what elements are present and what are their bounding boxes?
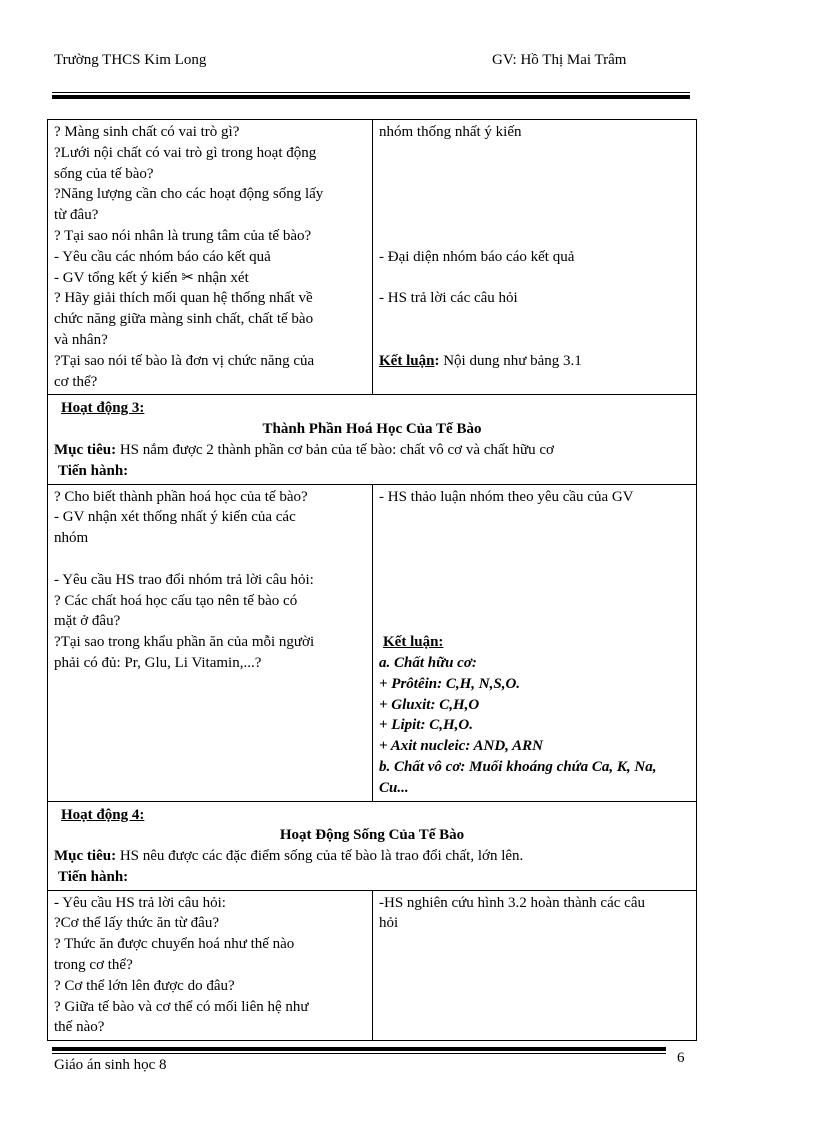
activity3-teacher-cell bbox=[48, 484, 373, 801]
activity4-procedure: Tiến hành: bbox=[58, 868, 129, 885]
text-line: ?Tại sao trong khẩu phần ăn của mỗi người bbox=[54, 634, 315, 651]
conclusion-item: a. Chất hữu cơ: bbox=[379, 654, 477, 671]
conclusion-item: + Lipit: C,H,O. bbox=[379, 717, 473, 734]
page-number: 6 bbox=[677, 1050, 685, 1066]
text-line: - Đại diện nhóm báo cáo kết quả bbox=[379, 248, 575, 265]
activity4-objective bbox=[54, 846, 690, 867]
text-line: - Yêu cầu HS trả lời câu hỏi: bbox=[54, 894, 226, 911]
conclusion-item: + Axit nucleic: AND, ARN bbox=[379, 738, 543, 755]
activity4-header-cell bbox=[48, 801, 697, 890]
text-line: ? Tại sao nói nhân là trung tâm của tế bào? bbox=[54, 227, 312, 244]
section1-student-cell bbox=[373, 120, 697, 395]
text-line: ? Màng sinh chất có vai trò gì? bbox=[54, 124, 240, 140]
text-line: ? Giữa tế bào và cơ thể có mối liên hệ như bbox=[54, 998, 309, 1015]
activity4-title: Hoạt Động Sống Của Tế Bào bbox=[279, 827, 465, 844]
activity3-procedure: Tiến hành: bbox=[58, 462, 129, 479]
activity3-header-row bbox=[48, 395, 697, 484]
activity3-header-cell bbox=[48, 395, 697, 484]
conclusion-line bbox=[379, 351, 690, 372]
header-school: Trường THCS Kim Long bbox=[54, 52, 207, 68]
header-rule bbox=[52, 92, 690, 102]
text-line: - Yêu cầu HS trao đổi nhóm trả lời câu hỏi: bbox=[54, 571, 314, 588]
conclusion-text: Nội dung như bảng 3.1 bbox=[439, 352, 582, 369]
text-line: từ đâu? bbox=[54, 207, 99, 224]
text-line: nhóm bbox=[54, 530, 89, 547]
text-line: -HS nghiên cứu hình 3.2 hoàn thành các câu bbox=[379, 894, 645, 911]
activity3-heading: Hoạt động 3: bbox=[61, 400, 145, 417]
text-line: ? Hãy giải thích mối quan hệ thống nhất về bbox=[54, 290, 313, 307]
conclusion-label: Kết luận: bbox=[383, 634, 444, 651]
activity4-heading: Hoạt động 4: bbox=[61, 806, 145, 823]
text-line: phải có đủ: Pr, Glu, Li Vitamin,...? bbox=[54, 654, 262, 671]
text-line: trong cơ thể? bbox=[54, 957, 133, 974]
text-line: ?Cơ thể lấy thức ăn từ đâu? bbox=[54, 915, 219, 932]
text-line: - HS trả lời các câu hỏi bbox=[379, 290, 518, 307]
text-line: sống của tế bào? bbox=[54, 165, 154, 182]
header-teacher: GV: Hồ Thị Mai Trâm bbox=[492, 52, 627, 68]
text-line: ?Năng lượng cần cho các hoạt động sống lấy bbox=[54, 186, 324, 203]
activity3-objective bbox=[54, 440, 690, 461]
conclusion-label: Kết luận bbox=[379, 352, 435, 369]
text-line: ? Cho biết thành phần hoá học của tế bào? bbox=[54, 488, 308, 505]
objective-label: Mục tiêu: bbox=[54, 848, 117, 865]
text-line: ?Tại sao nói tế bào là đơn vị chức năng của bbox=[54, 352, 315, 369]
activity3-student-cell bbox=[373, 484, 697, 801]
activity3-title: Thành Phần Hoá Học Của Tế Bào bbox=[262, 421, 482, 438]
section1-row bbox=[48, 120, 697, 395]
activity4-row bbox=[48, 890, 697, 1041]
text-line: ?Lưới nội chất có vai trò gì trong hoạt động bbox=[54, 144, 317, 161]
text-line: cơ thể? bbox=[54, 373, 98, 390]
objective-text: HS nêu được các đặc điểm sống của tế bào là trao đổi chất, lớn lên. bbox=[116, 848, 524, 865]
activity3-row bbox=[48, 484, 697, 801]
conclusion-item: b. Chất vô cơ: Muối khoáng chứa Ca, K, Na, bbox=[379, 758, 657, 775]
text-line: ? Cơ thể lớn lên được do đâu? bbox=[54, 977, 235, 994]
conclusion-item: + Prôtêin: C,H, N,S,O. bbox=[379, 675, 521, 692]
text-line: hỏi bbox=[379, 915, 399, 932]
text-line: ? Các chất hoá học cấu tạo nên tế bào có bbox=[54, 592, 298, 609]
conclusion-colon: : bbox=[434, 352, 440, 369]
text-line: - GV nhận xét thống nhất ý kiến của các bbox=[54, 509, 296, 526]
activity4-teacher-cell bbox=[48, 890, 373, 1041]
section1-teacher-cell bbox=[48, 120, 373, 395]
footer-rule bbox=[52, 1047, 666, 1055]
objective-text: HS nắm được 2 thành phần cơ bản của tế bào: chất vô cơ và chất hữu cơ bbox=[116, 441, 554, 458]
text-line: - HS thảo luận nhóm theo yêu cầu của GV bbox=[379, 488, 634, 505]
footer-title: Giáo án sinh học 8 bbox=[54, 1057, 167, 1073]
text-line: - GV tổng kết ý kiến ✂ nhận xét bbox=[54, 269, 249, 286]
activity4-student-cell bbox=[373, 890, 697, 1041]
conclusion-item: Cu... bbox=[379, 779, 409, 796]
activity4-header-row bbox=[48, 801, 697, 890]
lesson-table bbox=[47, 119, 697, 1041]
text-line: thế nào? bbox=[54, 1019, 105, 1036]
objective-label: Mục tiêu: bbox=[54, 441, 117, 458]
text-line: ? Thức ăn được chuyển hoá như thế nào bbox=[54, 936, 295, 953]
text-line: mặt ở đâu? bbox=[54, 613, 121, 630]
text-line: nhóm thống nhất ý kiến bbox=[379, 124, 522, 140]
text-line: chức năng giữa màng sinh chất, chất tế bào bbox=[54, 311, 314, 328]
text-line: - Yêu cầu các nhóm báo cáo kết quả bbox=[54, 248, 271, 265]
conclusion-item: + Gluxit: C,H,O bbox=[379, 696, 480, 713]
text-line: và nhân? bbox=[54, 331, 108, 348]
